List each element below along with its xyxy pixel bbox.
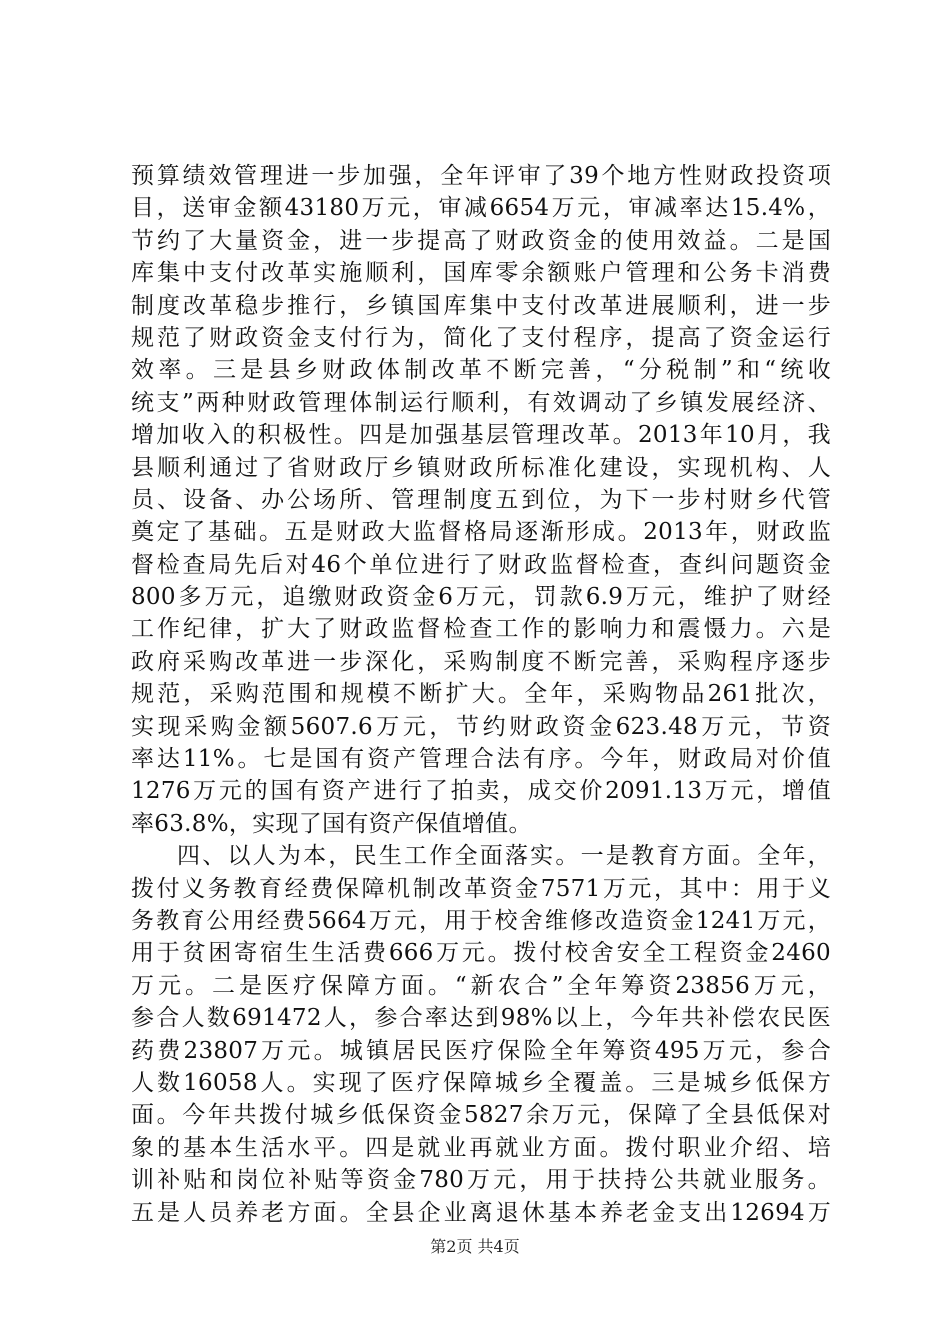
text-line: 人数16058人。实现了医疗保障城乡全覆盖。三是城乡低保方 [131, 1069, 831, 1096]
text-line: 拨付义务教育经费保障机制改革资金7571万元，其中：用于义 [131, 875, 831, 902]
text-line: 1276万元的国有资产进行了拍卖，成交价2091.13万元，增值 [131, 778, 831, 805]
text-line: 800多万元，追缴财政资金6万元，罚款6.9万元，维护了财经 [131, 584, 831, 611]
text-line: 五是人员养老方面。全县企业离退休基本养老金支出12694万 [131, 1199, 831, 1226]
text-line: 规范，采购范围和规模不断扩大。全年，采购物品261批次， [131, 681, 831, 708]
text-line: 统支”两种财政管理体制运行顺利，有效调动了乡镇发展经济、 [131, 389, 831, 416]
text-line: 象的基本生活水平。四是就业再就业方面。拨付职业介绍、培 [131, 1134, 831, 1161]
text-line: 药费23807万元。城镇居民医疗保险全年筹资495万元，参合 [131, 1037, 831, 1064]
text-line: 制度改革稳步推行，乡镇国库集中支付改革进展顺利，进一步 [131, 292, 831, 319]
text-line: 效率。三是县乡财政体制改革不断完善，“分税制”和“统收 [131, 357, 831, 384]
text-line: 员、设备、办公场所、管理制度五到位，为下一步村财乡代管 [131, 486, 831, 513]
text-line: 训补贴和岗位补贴等资金780万元，用于扶持公共就业服务。 [131, 1167, 831, 1194]
text-line: 奠定了基础。五是财政大监督格局逐渐形成。2013年，财政监 [131, 519, 831, 546]
text-line: 督检查局先后对46个单位进行了财政监督检查，查纠问题资金 [131, 551, 831, 578]
text-line: 县顺利通过了省财政厅乡镇财政所标准化建设，实现机构、人 [131, 454, 831, 481]
page-number-footer: 第2页 共4页 [430, 1237, 520, 1256]
text-line: 增加收入的积极性。四是加强基层管理改革。2013年10月，我 [131, 422, 831, 449]
body-text [131, 160, 831, 1229]
text-line: 率达11%。七是国有资产管理合法有序。今年，财政局对价值 [131, 746, 831, 773]
text-line: 库集中支付改革实施顺利，国库零余额账户管理和公务卡消费 [131, 260, 831, 287]
paragraph-end-line: 率63.8%，实现了国有资产保值增值。 [131, 810, 532, 837]
text-line: 参合人数691472人，参合率达到98%以上，今年共补偿农民医 [131, 1005, 831, 1032]
text-line: 预算绩效管理进一步加强，全年评审了39个地方性财政投资项 [131, 163, 831, 189]
text-line: 实现采购金额5607.6万元，节约财政资金623.48万元，节资 [131, 713, 831, 740]
text-line: 工作纪律，扩大了财政监督检查工作的影响力和震慑力。六是 [131, 616, 831, 643]
text-line: 目，送审金额43180万元，审减6654万元，审减率达15.4%， [131, 195, 831, 222]
text-line: 万元。二是医疗保障方面。“新农合”全年筹资23856万元， [131, 972, 831, 999]
text-line: 政府采购改革进一步深化，采购制度不断完善，采购程序逐步 [131, 648, 831, 675]
text-line: 面。今年共拨付城乡低保资金5827余万元，保障了全县低保对 [131, 1102, 831, 1129]
text-line: 用于贫困寄宿生生活费666万元。拨付校舍安全工程资金2460 [131, 940, 831, 967]
text-line: 节约了大量资金，进一步提高了财政资金的使用效益。二是国 [131, 227, 831, 254]
paragraph-first-line: 四、以人为本，民生工作全面落实。一是教育方面。全年， [177, 843, 831, 870]
text-line: 规范了财政资金支付行为，简化了支付程序，提高了资金运行 [131, 324, 831, 351]
text-line: 务教育公用经费5664万元，用于校舍维修改造资金1241万元， [131, 907, 831, 934]
